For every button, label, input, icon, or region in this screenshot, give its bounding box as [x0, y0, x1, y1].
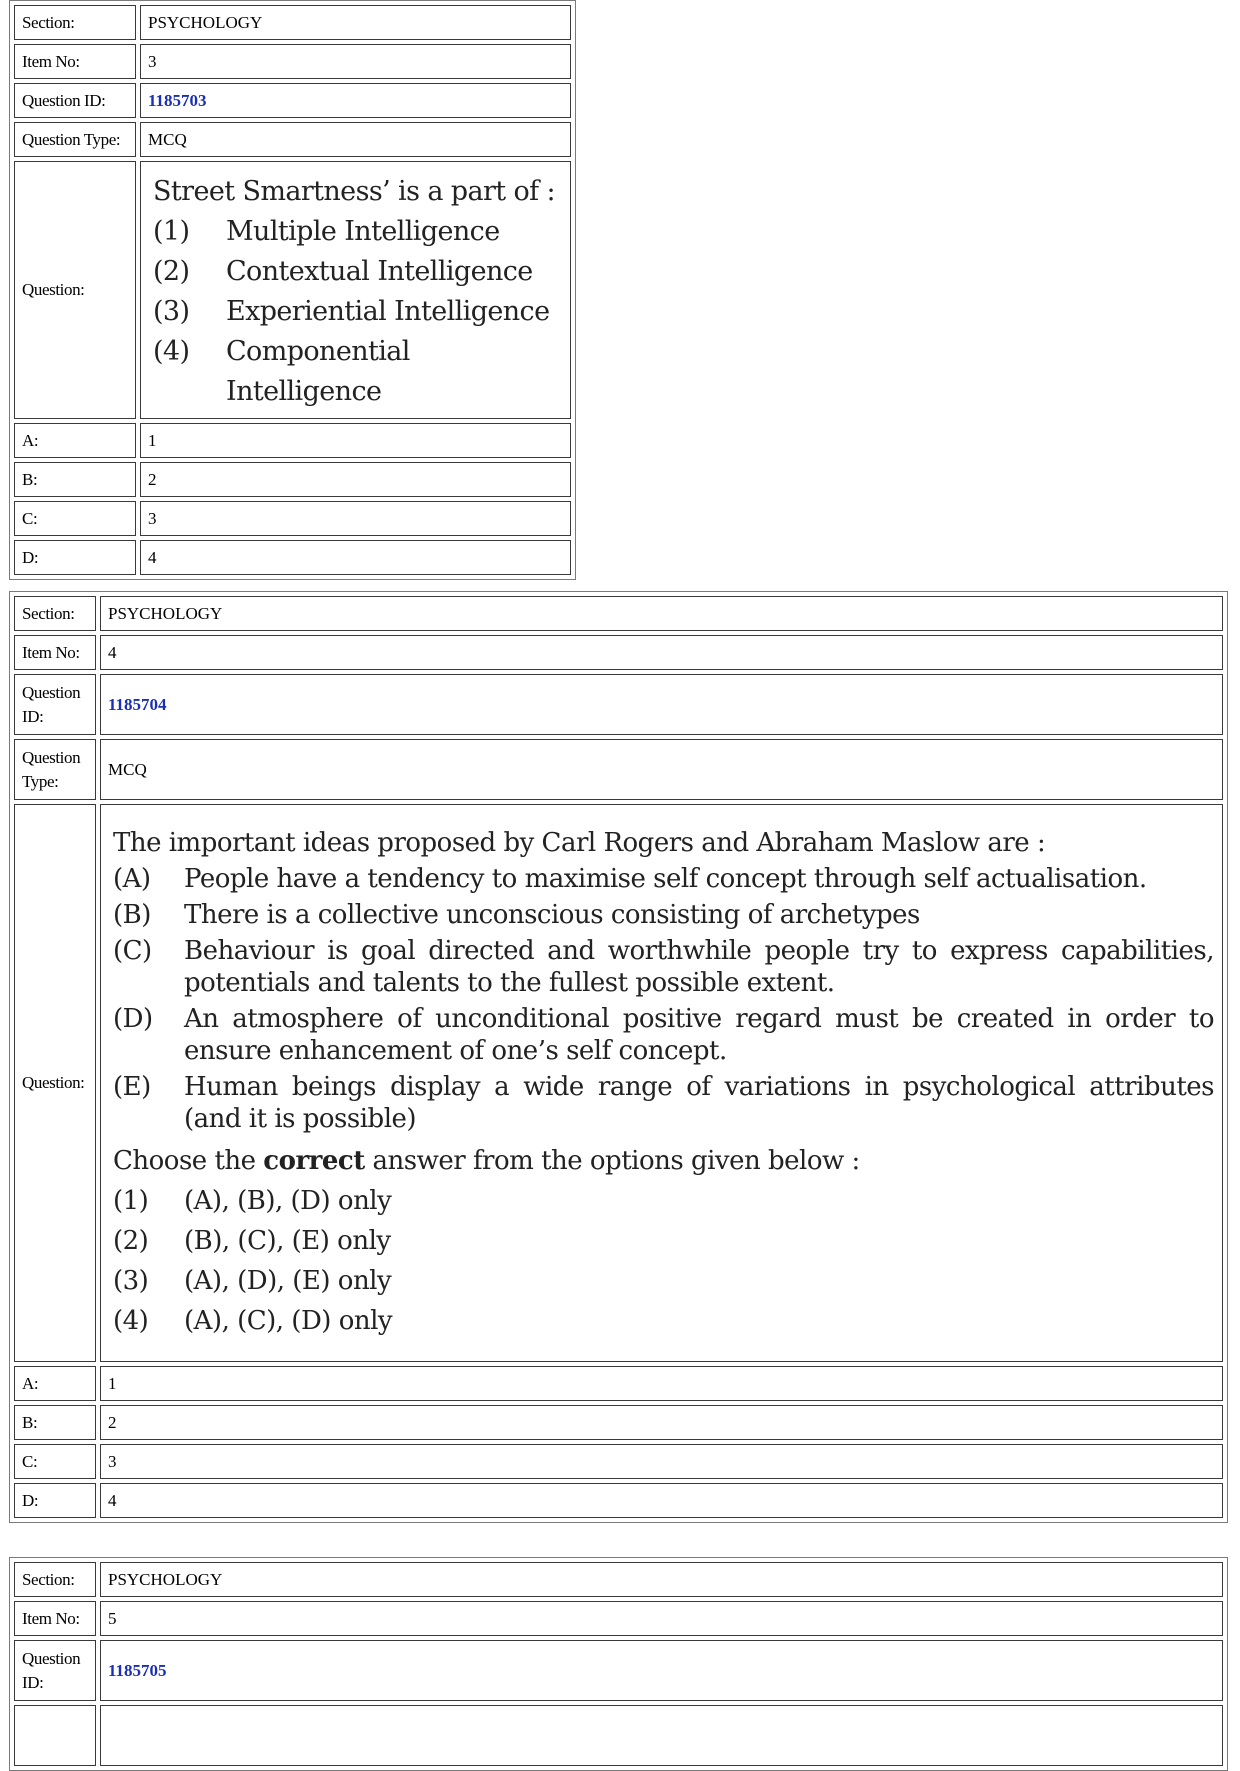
question-content [101, 816, 1222, 1351]
answer-d-value: 4 [140, 540, 571, 575]
question-card-item-3 [9, 0, 576, 580]
choice-number: (2) [113, 1225, 149, 1256]
choice-text: (A), (B), (D) only [184, 1185, 392, 1216]
question-id-value: 1185703 [140, 83, 571, 118]
statement-text: People have a tendency to maximise self concept through self actualisation. [184, 863, 1147, 894]
question-type-row [14, 739, 1223, 800]
question-id-value: 1185705 [100, 1640, 1223, 1701]
question-row [14, 161, 571, 419]
statement-letter: (A) [113, 863, 151, 894]
section-label: Section: [14, 596, 96, 631]
statement-text: There is a collective unconscious consisting of archetypes [184, 899, 920, 930]
choose-suffix: answer from the options given below : [364, 1145, 860, 1176]
statement-c [113, 935, 1214, 999]
section-value: PSYCHOLOGY [140, 5, 571, 40]
question-type-value: MCQ [100, 739, 1223, 800]
choice-3 [153, 292, 560, 332]
choice-1 [153, 212, 560, 252]
section-value: PSYCHOLOGY [100, 1562, 1223, 1597]
statement-text: Behaviour is goal directed and worthwhile people try to express capabilities, potentials and talents to the fullest possible extent. [184, 935, 1214, 998]
choice-text: Experiential Intelligence [226, 296, 550, 327]
answer-c-value: 3 [140, 501, 571, 536]
statement-letter: (C) [113, 935, 152, 966]
section-row [14, 1562, 1223, 1597]
question-type-row-partial [14, 1705, 1223, 1766]
choice-1 [113, 1181, 1214, 1221]
answer-d-value: 4 [100, 1483, 1223, 1518]
choice-text: Componential Intelligence [226, 336, 410, 407]
item-no-value: 5 [100, 1601, 1223, 1636]
answer-d-row [14, 1483, 1223, 1518]
section-label: Section: [14, 1562, 96, 1597]
choice-number: (4) [153, 336, 190, 367]
answer-c-row [14, 1444, 1223, 1479]
statement-letter: (D) [113, 1003, 153, 1034]
answer-a-row [14, 423, 571, 458]
question-type-value: MCQ [140, 122, 571, 157]
choice-number: (3) [153, 296, 190, 327]
statement-letter: (B) [113, 899, 151, 930]
section-row [14, 596, 1223, 631]
question-id-row [14, 83, 571, 118]
question-card-item-5 [9, 1557, 1228, 1771]
statement-a [113, 863, 1214, 895]
answer-a-row [14, 1366, 1223, 1401]
answer-b-value: 2 [140, 462, 571, 497]
question-label: Question: [14, 161, 136, 419]
question-body [100, 804, 1223, 1362]
section-row [14, 5, 571, 40]
choice-number: (1) [113, 1185, 149, 1216]
choice-text: Multiple Intelligence [226, 216, 500, 247]
answer-a-value: 1 [100, 1366, 1223, 1401]
choice-4 [153, 332, 560, 412]
item-no-value: 3 [140, 44, 571, 79]
answer-b-label: B: [14, 462, 136, 497]
question-type-label: Question Type: [14, 122, 136, 157]
question-content [141, 162, 570, 418]
item-no-label: Item No: [14, 1601, 96, 1636]
question-type-value-partial [100, 1705, 1223, 1766]
question-id-label-line-1: Question [22, 682, 81, 702]
answer-c-value: 3 [100, 1444, 1223, 1479]
answer-d-label: D: [14, 1483, 96, 1518]
question-type-row [14, 122, 571, 157]
choice-3 [113, 1261, 1214, 1301]
choice-2 [113, 1221, 1214, 1261]
answer-d-label: D: [14, 540, 136, 575]
answer-b-label: B: [14, 1405, 96, 1440]
question-label: Question: [14, 804, 96, 1362]
question-card-item-4 [9, 591, 1228, 1523]
choice-text: Contextual Intelligence [226, 256, 533, 287]
answer-a-label: A: [14, 423, 136, 458]
answer-b-row [14, 1405, 1223, 1440]
section-value: PSYCHOLOGY [100, 596, 1223, 631]
choose-emphasis: correct [263, 1145, 365, 1176]
choice-number: (3) [113, 1265, 149, 1296]
item-no-label: Item No: [14, 635, 96, 670]
statement-text: An atmosphere of unconditional positive regard must be created in order to ensure enhancement of one’s self concept. [184, 1003, 1214, 1066]
section-label: Section: [14, 5, 136, 40]
answer-b-value: 2 [100, 1405, 1223, 1440]
answer-c-label: C: [14, 1444, 96, 1479]
choice-4 [113, 1301, 1214, 1341]
question-stem: The important ideas proposed by Carl Rogers and Abraham Maslow are : [113, 827, 1046, 858]
question-type-label-line-2: Type: [22, 771, 59, 791]
question-id-row [14, 1640, 1223, 1701]
choice-2 [153, 252, 560, 292]
choice-number: (4) [113, 1305, 149, 1336]
question-id-row [14, 674, 1223, 735]
answer-a-label: A: [14, 1366, 96, 1401]
statement-text: Human beings display a wide range of variations in psychological attributes (and it is possible) [184, 1071, 1214, 1134]
item-no-row [14, 44, 571, 79]
question-type-label-partial [14, 1705, 96, 1766]
answer-a-value: 1 [140, 423, 571, 458]
item-no-value: 4 [100, 635, 1223, 670]
choice-text: (B), (C), (E) only [184, 1225, 391, 1256]
answer-c-label: C: [14, 501, 136, 536]
answer-b-row [14, 462, 571, 497]
choose-instruction [113, 1141, 1214, 1181]
item-no-row [14, 635, 1223, 670]
question-id-label-line-1: Question [22, 1648, 81, 1668]
statement-d [113, 1003, 1214, 1067]
question-id-label [14, 1640, 96, 1701]
choice-number: (1) [153, 216, 190, 247]
answer-d-row [14, 540, 571, 575]
question-type-label [14, 739, 96, 800]
statement-b [113, 899, 1214, 931]
item-no-row [14, 1601, 1223, 1636]
question-id-label [14, 674, 96, 735]
choice-text: (A), (C), (D) only [184, 1305, 393, 1336]
statement-e [113, 1071, 1214, 1135]
question-type-label-line-1: Question [22, 747, 81, 767]
question-row [14, 804, 1223, 1362]
statement-letter: (E) [113, 1071, 151, 1102]
question-stem: Street Smartness’ is a part of : [153, 176, 556, 207]
question-body [140, 161, 571, 419]
question-id-value: 1185704 [100, 674, 1223, 735]
choice-text: (A), (D), (E) only [184, 1265, 392, 1296]
item-no-label: Item No: [14, 44, 136, 79]
question-id-label-line-2: ID: [22, 1672, 44, 1692]
answer-c-row [14, 501, 571, 536]
choose-prefix: Choose the [113, 1145, 264, 1176]
choice-number: (2) [153, 256, 190, 287]
question-id-label-line-2: ID: [22, 706, 44, 726]
question-id-label: Question ID: [14, 83, 136, 118]
